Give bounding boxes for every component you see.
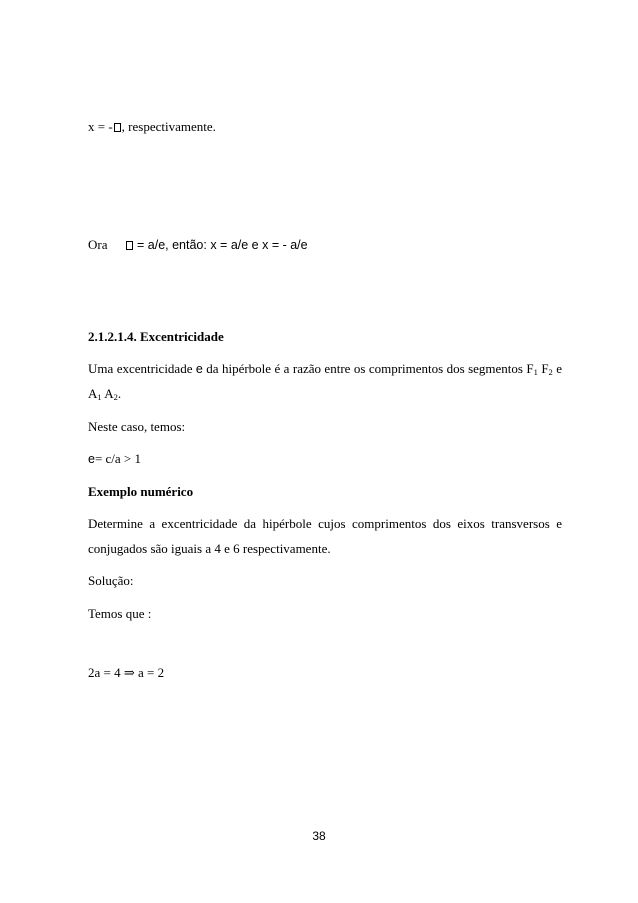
a2-label: A <box>104 386 114 401</box>
line-x-prefix: x = - <box>88 119 113 134</box>
a1-subscript: 1 <box>97 392 102 402</box>
definition-text-a: Uma excentricidade <box>88 361 193 376</box>
example-heading: Exemplo numérico <box>88 484 194 499</box>
section-heading: 2.1.2.1.4. Excentricidade <box>88 329 224 344</box>
missing-glyph-icon <box>126 241 133 250</box>
example-text-line-2: conjugados são iguais a 4 e 6 respectivamente. <box>88 541 331 556</box>
ora-rest: , então: x = a/e e x = - a/e <box>165 238 308 252</box>
a1-label: A <box>88 386 98 401</box>
definition-text-end: e <box>556 361 562 376</box>
a2-subscript: 2 <box>113 392 118 402</box>
f2-label: F <box>541 361 549 376</box>
definition-line-1 <box>88 361 562 377</box>
f2-subscript: 2 <box>548 367 553 377</box>
solucao-label: Solução: <box>88 573 134 588</box>
line-ora <box>88 237 308 253</box>
line-x-suffix: , respectivamente. <box>121 119 216 134</box>
ora-word: Ora <box>88 237 108 252</box>
example-text-line-1: Determine a excentricidade da hipérbole cujos comprimentos dos eixos transversos e <box>88 516 562 531</box>
equation-line: 2a = 4 ⇒ a = 2 <box>88 665 165 680</box>
e-symbol: e <box>195 362 203 376</box>
missing-glyph-icon <box>114 123 121 132</box>
formula-e-symbol: e <box>88 452 95 466</box>
line-x-equals <box>88 119 216 135</box>
definition-text-b: da hipérbole é a razão entre os comprimentos dos segmentos F <box>206 361 534 376</box>
page-number: 38 <box>312 829 326 843</box>
temos-que-line: Temos que : <box>88 606 152 621</box>
definition-period: . <box>117 386 122 401</box>
formula-rest: = c/a > 1 <box>94 451 142 466</box>
f1-subscript: 1 <box>533 367 538 377</box>
neste-caso-line: Neste caso, temos: <box>88 419 186 434</box>
formula-line <box>88 451 141 467</box>
definition-line-2 <box>88 386 121 402</box>
ora-equation: = a/e <box>137 238 166 252</box>
